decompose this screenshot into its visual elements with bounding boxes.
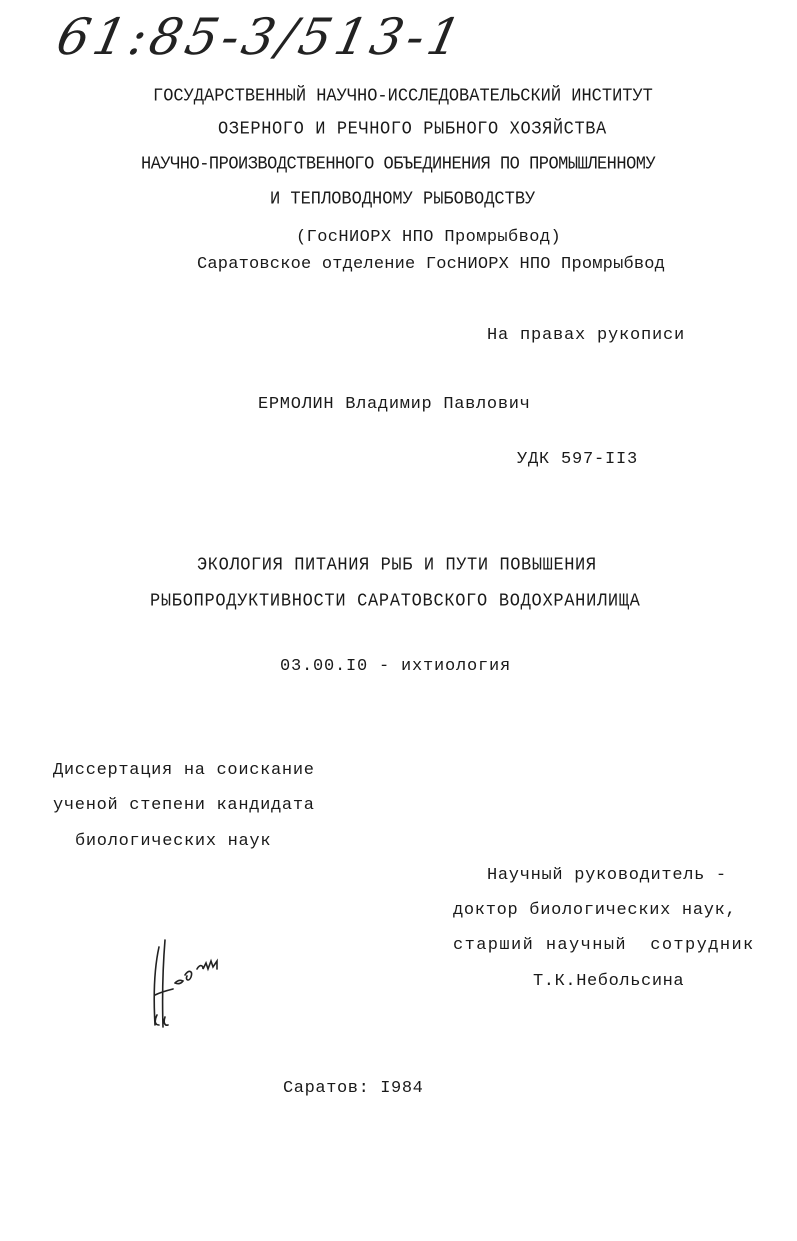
manuscript-note: На правах рукописи — [487, 326, 686, 345]
supervisor-line-2: доктор биологических наук, — [453, 901, 737, 920]
branch-name: Саратовское отделение ГосНИОРХ НПО Промрыбвод — [197, 255, 666, 274]
supervisor-line-1: Научный руководитель - — [487, 866, 727, 885]
degree-line-3: биологических наук — [75, 832, 272, 851]
institute-line-3: НАУЧНО-ПРОИЗВОДСТВЕННОГО ОБЪЕДИНЕНИЯ ПО ПРОМЫШЛЕННОМУ — [141, 154, 656, 175]
institute-line-2: ОЗЕРНОГО И РЕЧНОГО РЫБНОГО ХОЗЯЙСТВА — [218, 119, 607, 140]
institute-line-4: И ТЕПЛОВОДНОМУ РЫБОВОДСТВУ — [270, 189, 536, 210]
udc-code: УДК 597-II3 — [517, 450, 639, 469]
author-name: ЕРМОЛИН Владимир Павлович — [258, 395, 531, 414]
degree-line-2: ученой степени кандидата — [53, 796, 315, 815]
title-line-2: РЫБОПРОДУКТИВНОСТИ САРАТОВСКОГО ВОДОХРАНИЛИЩА — [150, 591, 641, 612]
degree-line-1: Диссертация на соискание — [53, 761, 315, 780]
supervisor-name: Т.К.Небольсина — [533, 972, 685, 991]
city-and-year: Саратов: I984 — [283, 1079, 424, 1098]
author-signature — [145, 935, 260, 1030]
specialty-code: 03.00.I0 - ихтиология — [280, 657, 512, 676]
supervisor-line-3: старший научный сотрудник — [453, 936, 755, 955]
institute-abbreviation: (ГосНИОРХ НПО Промрыбвод) — [296, 228, 562, 247]
handwritten-archive-number: 61:85-3/513-1 — [51, 8, 470, 66]
title-line-1: ЭКОЛОГИЯ ПИТАНИЯ РЫБ И ПУТИ ПОВЫШЕНИЯ — [197, 555, 597, 576]
institute-line-1: ГОСУДАРСТВЕННЫЙ НАУЧНО-ИССЛЕДОВАТЕЛЬСКИЙ ИНСТИТУТ — [153, 86, 653, 107]
